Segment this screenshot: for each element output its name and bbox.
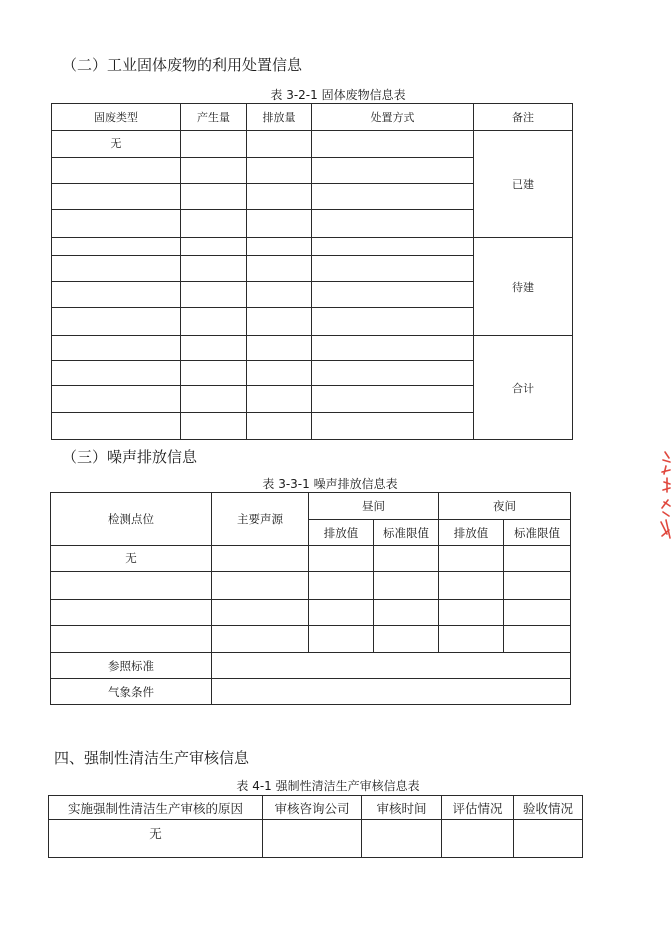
table-cell xyxy=(181,184,247,210)
header-remarks: 备注 xyxy=(474,104,573,131)
table-cell xyxy=(247,158,312,184)
table-cell xyxy=(312,282,474,308)
solid-waste-table xyxy=(51,103,573,440)
waste-type-cell: 无 xyxy=(52,131,181,158)
table-cell xyxy=(247,336,312,361)
table-cell xyxy=(312,238,474,256)
table-cell xyxy=(51,572,212,600)
table-cell xyxy=(52,308,181,336)
reference-standard-label: 参照标准 xyxy=(51,653,212,679)
header-audit-reason: 实施强制性清洁生产审核的原因 xyxy=(49,796,263,820)
remark-to-be-built: 待建 xyxy=(474,238,573,336)
header-audit-company: 审核咨询公司 xyxy=(263,796,362,820)
table-cell xyxy=(247,386,312,413)
table-cell xyxy=(51,626,212,653)
table-cell xyxy=(52,158,181,184)
header-nighttime: 夜间 xyxy=(439,493,571,520)
table-cell xyxy=(312,158,474,184)
table-cell xyxy=(247,210,312,238)
section-2-heading: （二）工业固体废物的利用处置信息 xyxy=(62,56,303,74)
table-cell xyxy=(439,546,504,572)
table-cell xyxy=(312,386,474,413)
header-night-limit: 标准限值 xyxy=(504,520,571,546)
table-cell xyxy=(263,820,362,858)
section-3-heading: （三）噪声排放信息 xyxy=(62,448,198,466)
table-cell xyxy=(52,413,181,440)
table-cell xyxy=(504,572,571,600)
table-cell xyxy=(247,256,312,282)
table-cell xyxy=(374,600,439,626)
header-disposal-method: 处置方式 xyxy=(312,104,474,131)
header-evaluation: 评估情况 xyxy=(442,796,514,820)
table-cell xyxy=(309,572,374,600)
table-cell xyxy=(52,238,181,256)
table-cell xyxy=(52,282,181,308)
header-acceptance: 验收情况 xyxy=(514,796,583,820)
table-cell xyxy=(181,336,247,361)
table-cell xyxy=(247,131,312,158)
header-audit-time: 审核时间 xyxy=(362,796,442,820)
remark-total: 合计 xyxy=(474,336,573,440)
header-day-emission: 排放值 xyxy=(309,520,374,546)
header-generated-amount: 产生量 xyxy=(181,104,247,131)
table-4-1-caption: 表 4-1 强制性清洁生产审核信息表 xyxy=(236,779,420,793)
table-cell xyxy=(181,131,247,158)
table-cell xyxy=(52,184,181,210)
table-cell xyxy=(52,210,181,238)
remark-built: 已建 xyxy=(474,131,573,238)
table-cell xyxy=(504,626,571,653)
table-3-3-1-caption: 表 3-3-1 噪声排放信息表 xyxy=(262,477,398,491)
table-cell xyxy=(52,386,181,413)
noise-emission-table xyxy=(50,492,571,705)
table-cell xyxy=(312,131,474,158)
header-monitoring-point: 检测点位 xyxy=(51,493,212,546)
table-cell xyxy=(247,282,312,308)
table-cell xyxy=(374,546,439,572)
table-cell xyxy=(442,820,514,858)
table-cell xyxy=(312,210,474,238)
table-cell xyxy=(362,820,442,858)
table-cell xyxy=(514,820,583,858)
table-cell xyxy=(212,572,309,600)
table-cell xyxy=(181,308,247,336)
table-cell xyxy=(181,238,247,256)
table-cell xyxy=(181,413,247,440)
table-cell xyxy=(312,184,474,210)
weather-conditions-value xyxy=(212,679,571,705)
table-cell xyxy=(52,336,181,361)
weather-conditions-label: 气象条件 xyxy=(51,679,212,705)
table-cell xyxy=(247,413,312,440)
table-cell xyxy=(309,546,374,572)
header-discharged-amount: 排放量 xyxy=(247,104,312,131)
header-main-noise-source: 主要声源 xyxy=(212,493,309,546)
table-cell xyxy=(212,546,309,572)
audit-reason-cell: 无 xyxy=(49,820,263,858)
table-3-2-1-caption: 表 3-2-1 固体废物信息表 xyxy=(270,88,406,102)
header-night-emission: 排放值 xyxy=(439,520,504,546)
table-cell xyxy=(439,626,504,653)
table-cell xyxy=(52,361,181,386)
table-cell xyxy=(247,238,312,256)
table-cell xyxy=(374,572,439,600)
table-cell xyxy=(181,210,247,238)
table-cell xyxy=(247,184,312,210)
table-cell xyxy=(312,361,474,386)
table-cell xyxy=(312,413,474,440)
table-cell xyxy=(181,282,247,308)
table-cell xyxy=(504,600,571,626)
table-cell xyxy=(181,256,247,282)
header-day-limit: 标准限值 xyxy=(374,520,439,546)
table-cell xyxy=(312,308,474,336)
section-4-heading: 四、强制性清洁生产审核信息 xyxy=(54,749,250,767)
table-cell xyxy=(374,626,439,653)
clean-production-audit-table xyxy=(48,795,583,858)
table-cell xyxy=(312,256,474,282)
table-cell xyxy=(247,361,312,386)
table-cell xyxy=(247,308,312,336)
table-cell xyxy=(181,361,247,386)
table-cell xyxy=(212,626,309,653)
table-cell xyxy=(439,572,504,600)
header-waste-type: 固废类型 xyxy=(52,104,181,131)
table-cell xyxy=(309,626,374,653)
table-cell xyxy=(504,546,571,572)
monitoring-point-cell: 无 xyxy=(51,546,212,572)
table-cell xyxy=(212,600,309,626)
table-cell xyxy=(309,600,374,626)
table-cell xyxy=(52,256,181,282)
table-cell xyxy=(312,336,474,361)
table-cell xyxy=(181,158,247,184)
red-seal-stamp xyxy=(658,448,671,540)
table-cell xyxy=(181,386,247,413)
table-cell xyxy=(51,600,212,626)
reference-standard-value xyxy=(212,653,571,679)
header-daytime: 昼间 xyxy=(309,493,439,520)
table-cell xyxy=(439,600,504,626)
